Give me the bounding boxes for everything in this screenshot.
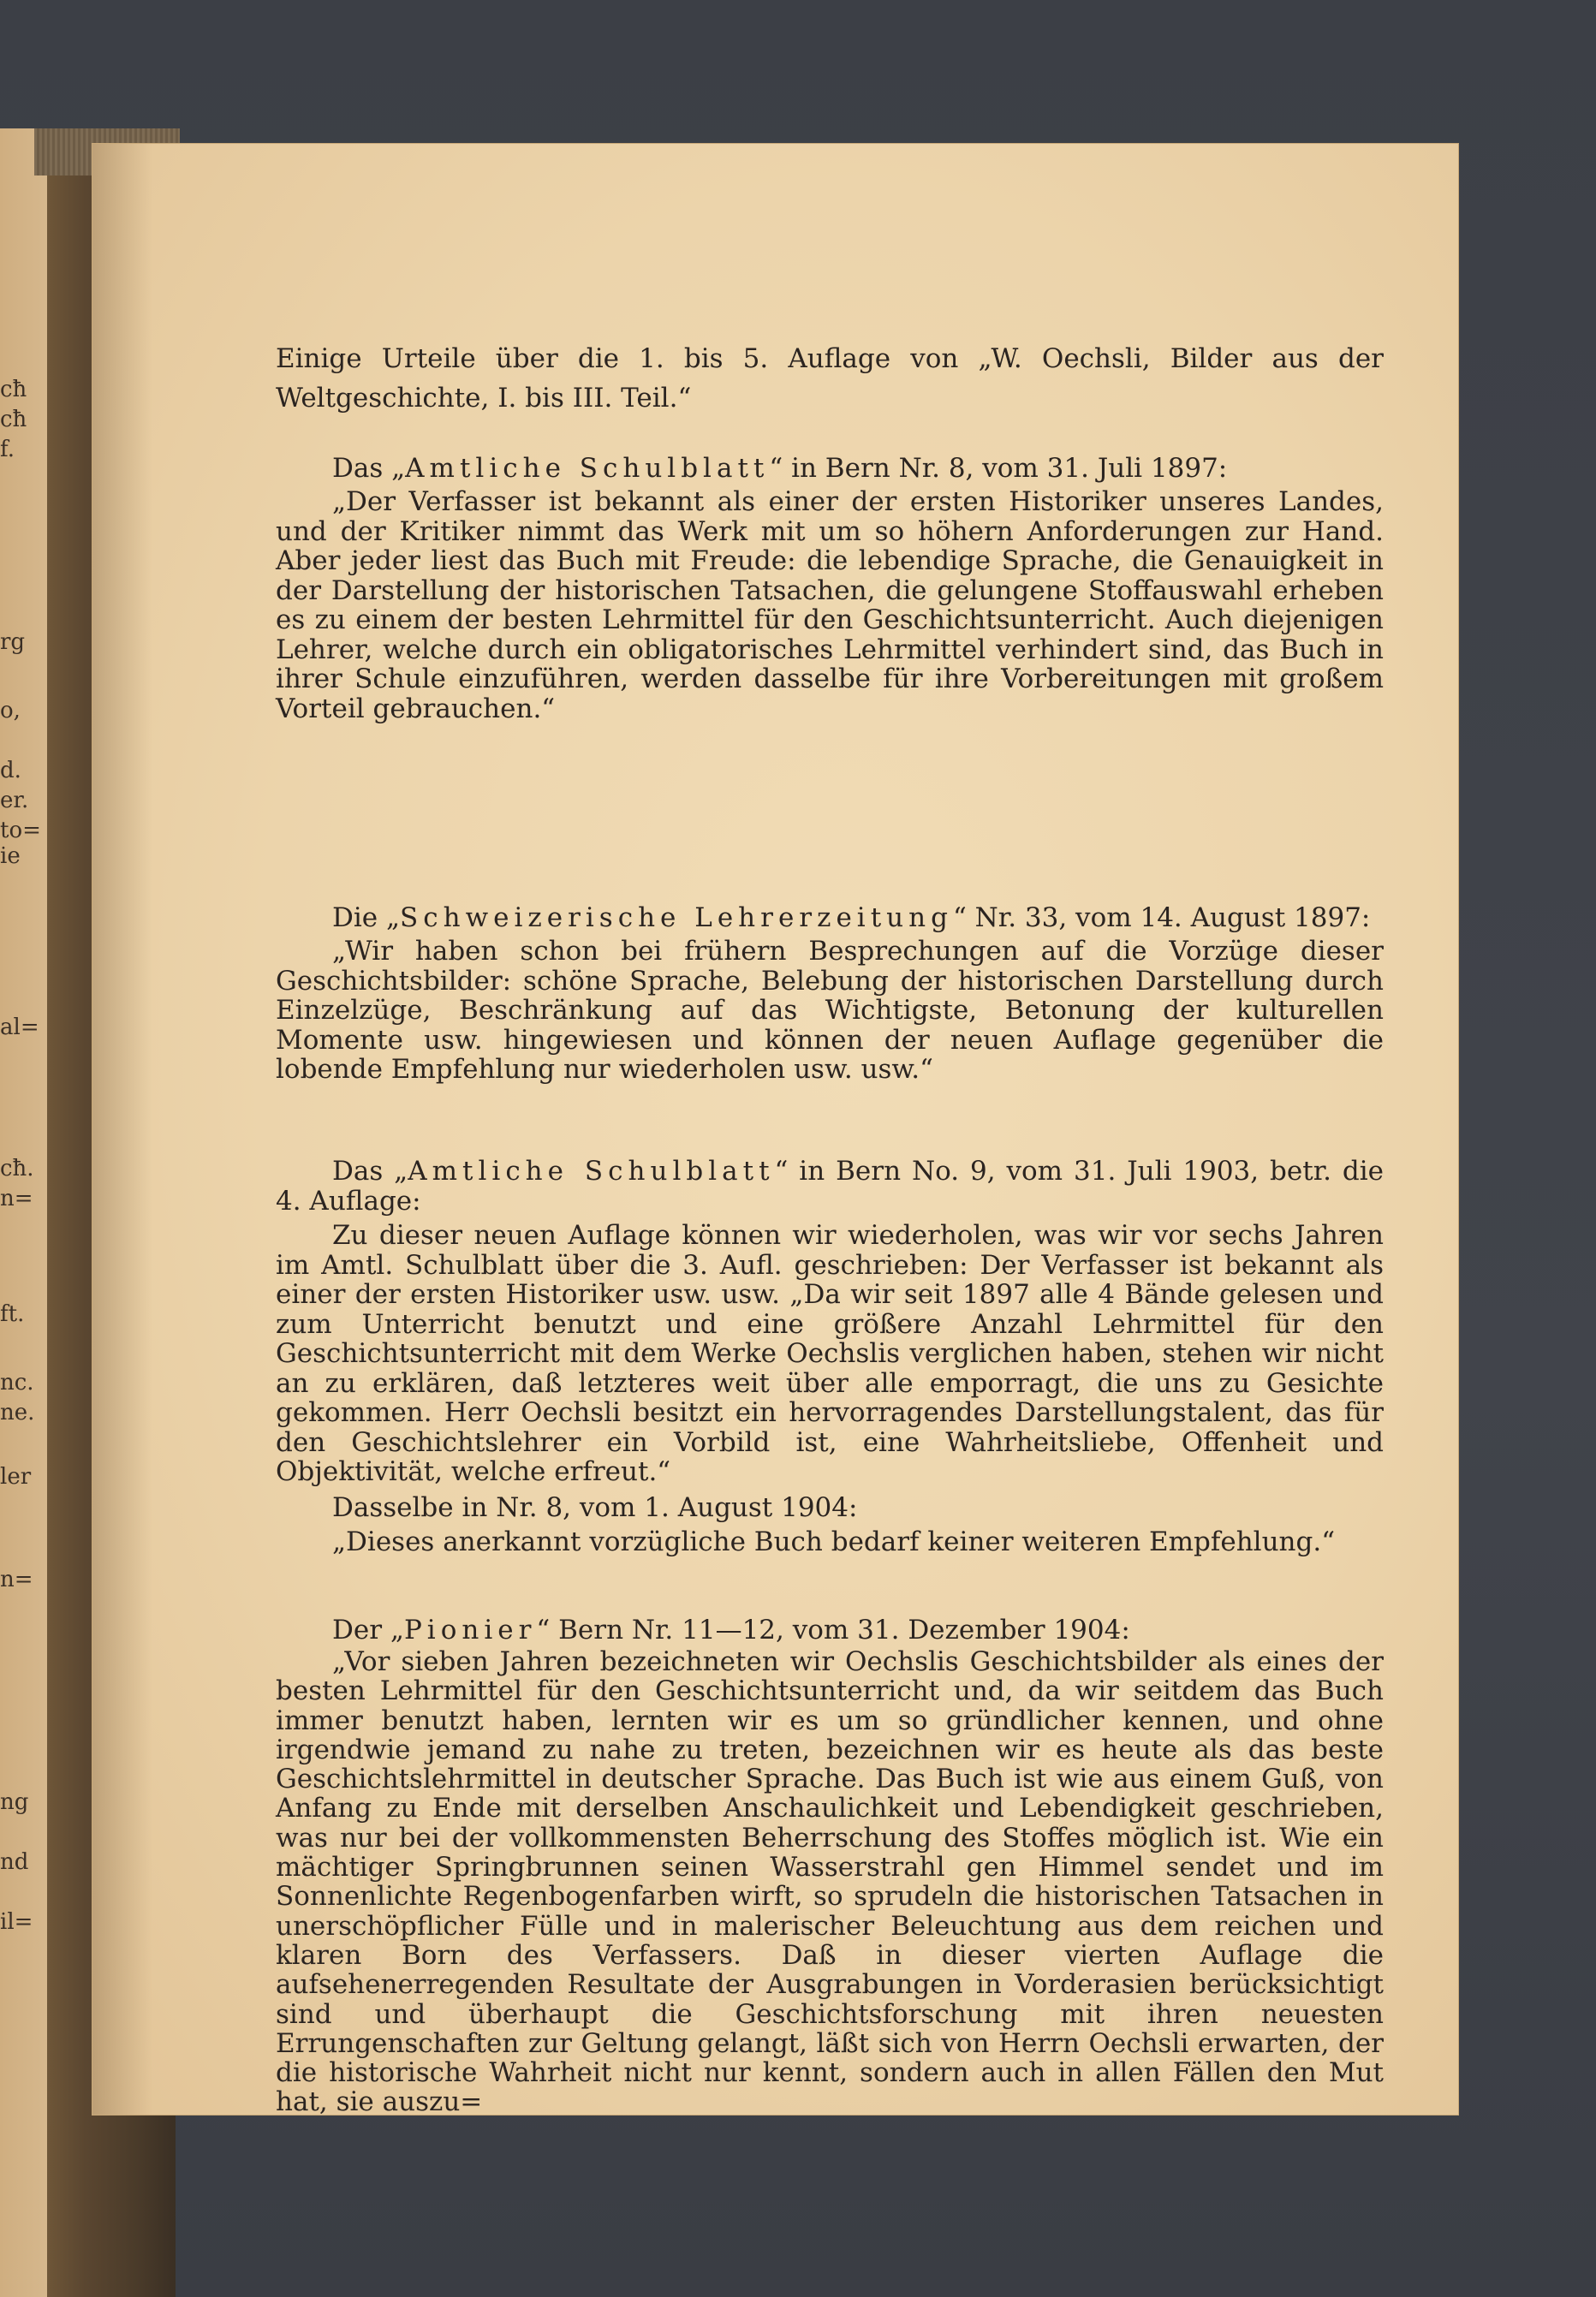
- margin-fragment: cħ: [0, 377, 27, 402]
- margin-fragment: il=: [0, 1909, 33, 1935]
- review-source-followup: Dasselbe in Nr. 8, vom 1. August 1904:: [332, 1491, 858, 1523]
- page-heading: Einige Urteile über die 1. bis 5. Auflage von „W. Oechsli, Bilder aus der Weltgeschichte, I. bis III. Teil.“: [276, 343, 1384, 414]
- source-suffix: “ Bern Nr. 11—12, vom 31. Dezember 1904:: [536, 1615, 1130, 1645]
- review-source: [276, 900, 1384, 937]
- margin-fragment: ft.: [0, 1301, 25, 1327]
- margin-fragment: nd: [0, 1849, 29, 1875]
- margin-fragment: cħ: [0, 407, 27, 432]
- review-source: [276, 1157, 1384, 1216]
- margin-fragment: er.: [0, 788, 29, 813]
- margin-fragment: f.: [0, 437, 15, 462]
- margin-fragment: al=: [0, 1015, 39, 1040]
- review-source: [276, 1613, 1384, 1647]
- source-name: Pionier: [403, 1615, 537, 1645]
- review-source: [276, 450, 1384, 487]
- review-quote: Zu dieser neuen Auflage können wir wiederholen, was wir vor sechs Jahren im Amtl. Schulblatt über die 3. Aufl. geschrieben: Der Verfasser ist bekannt als einer der ersten Historiker usw. usw. „Da wir seit 1897 alle 4 Bände gelesen und zum Unterricht benutzt und eine größere Anzahl Lehrmittel für den Geschichtsunterricht mit dem Werke Oechslis verglichen haben, stehen wir nicht an zu erklären, daß letzteres weit über alle emporragt, die uns zu Gesichte gekommen. Herr Oechsli besitzt ein hervorragendes Darstellungstalent, das für den Geschichtslehrer ein Vorbild ist, eine Wahrheitsliebe, Offenheit und Objektivität, welche erfreut.“: [276, 1220, 1384, 1487]
- review-section: [276, 1157, 1384, 1559]
- source-name: Schweizerische Lehrerzeitung: [400, 902, 953, 933]
- source-prefix: Das „: [332, 453, 406, 484]
- review-quote: „Der Verfasser ist bekannt als einer der ersten Historiker unseres Landes, und der Kritiker nimmt das Werk mit um so höhern Anforderungen zur Hand. Aber jeder liest das Buch mit Freude: die lebendige Sprache, die Genauigkeit in der Darstellung der historischen Tatsachen, die gelungene Stoffauswahl erheben es zu einem der besten Lehrmittel für den Geschichtsunterricht. Auch diejenigen Lehrer, welche durch ein obligatorisches Lehrmittel verhindert sind, das Buch in ihrer Schule einzuführen, werden dasselbe für ihre Vorbereitungen mit großem Vorteil gebrauchen.“: [276, 486, 1384, 724]
- source-prefix: Der „: [332, 1615, 404, 1645]
- source-suffix: “ in Bern No. 9, vom 31. Juli 1903, betr. die 4. Auflage:: [276, 1156, 1384, 1217]
- review-section: [276, 1613, 1384, 2117]
- review-quote: „Vor sieben Jahren bezeichneten wir Oechslis Geschichtsbilder als eines der besten Lehrmittel für den Geschichtsunterricht und, da wir seitdem das Buch immer benutzt haben, lernten wir es um so gründlicher kennen, und ohne irgendwie jemand zu nahe zu treten, bezeichnen wir es heute als das beste Geschichtslehrmittel in deutscher Sprache. Das Buch ist wie aus einem Guß, von Anfang zu Ende mit derselben Anschaulichkeit und Lebendigkeit geschrieben, was nur bei der vollkommensten Beherrschung des Stoffes möglich ist. Wie ein mächtiger Springbrunnen seinen Wasserstrahl gen Himmel sendet und im Sonnenlichte Regenbogenfarben wirft, so sprudeln die historischen Tatsachen in unerschöpflicher Fülle und in malerischer Beleuchtung aus dem reichen und klaren Born des Verfassers. Daß in dieser vierten Auflage die aufsehenerregenden Resultate der Ausgrabungen in Vorderasien berücksichtigt sind und überhaupt die Geschichtsforschung mit ihren neuesten Errungenschaften zur Geltung gelangt, läßt sich von Herrn Oechsli erwarten, der die historische Wahrheit nicht nur kennt, sondern auch in allen Fällen den Mut hat, sie auszu=: [276, 1646, 1384, 2118]
- source-suffix: “ in Bern Nr. 8, vom 31. Juli 1897:: [769, 453, 1228, 484]
- review-quote: „Wir haben schon bei frühern Besprechungen auf die Vorzüge dieser Geschichtsbilder: schöne Sprache, Belebung der historischen Darstellung durch Einzelzüge, Beschränkung auf das Wichtigste, Betonung der kulturellen Momente usw. hingewiesen und können der neuen Auflage gegenüber die lobende Empfehlung nur wiederholen usw. usw.“: [276, 936, 1384, 1085]
- margin-fragment: rg: [0, 629, 26, 655]
- book-page: [92, 144, 1458, 2118]
- margin-fragment: o,: [0, 698, 21, 723]
- source-prefix: Die „: [332, 902, 401, 933]
- margin-fragment: d.: [0, 758, 21, 783]
- margin-fragment: nc.: [0, 1370, 34, 1395]
- margin-fragment: n=: [0, 1567, 33, 1592]
- margin-fragment: ler: [0, 1464, 32, 1490]
- margin-fragment: n=: [0, 1186, 33, 1211]
- gutter-shadow: [92, 144, 152, 2115]
- source-name: Amtliche Schulblatt: [405, 453, 770, 484]
- review-quote-followup: „Dieses anerkannt vorzügliche Buch bedarf keiner weiteren Empfehlung.“: [332, 1526, 1336, 1557]
- review-section: [276, 450, 1384, 723]
- margin-fragment: to=: [0, 818, 41, 843]
- source-name: Amtliche Schulblatt: [408, 1156, 775, 1187]
- margin-fragment: ne.: [0, 1400, 35, 1425]
- margin-fragment: cħ.: [0, 1156, 34, 1181]
- source-prefix: Das „: [332, 1156, 408, 1187]
- source-suffix: “ Nr. 33, vom 14. August 1897:: [952, 902, 1371, 933]
- review-section: [276, 900, 1384, 1085]
- margin-fragment: ie: [0, 843, 21, 869]
- margin-fragment: ng: [0, 1789, 29, 1815]
